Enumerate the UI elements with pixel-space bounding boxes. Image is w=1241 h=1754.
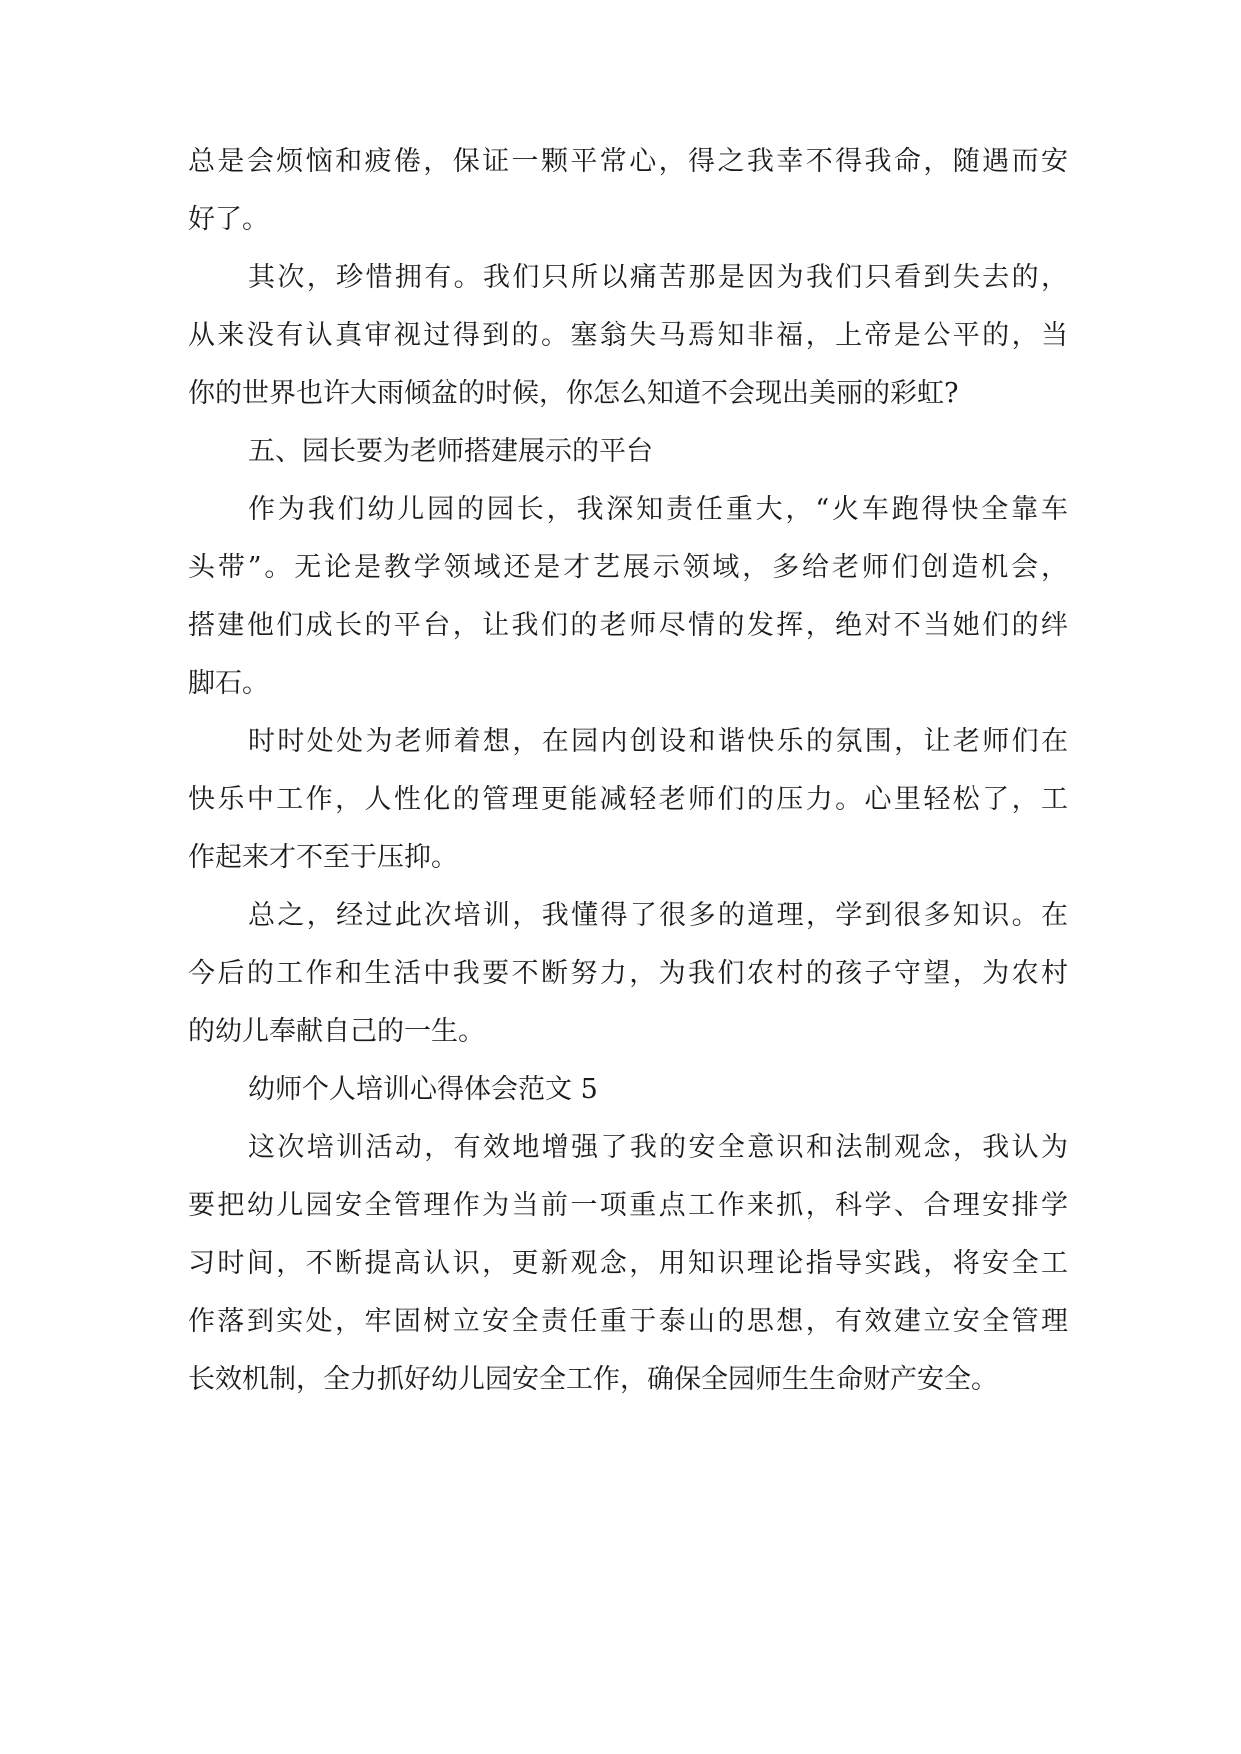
text-line: 总是会烦恼和疲倦，保证一颗平常心，得之我幸不得我命，随遇而安 <box>188 146 1068 177</box>
paragraph-first-line: 这次培训活动，有效地增强了我的安全意识和法制观念，我认为 <box>248 1132 1068 1163</box>
paragraph-first-line: 作为我们幼儿园的园长，我深知责任重大，“火车跑得快全靠车 <box>248 494 1068 525</box>
text-line: 作起来才不至于压抑。 <box>188 842 458 873</box>
section-heading: 五、园长要为老师搭建展示的平台 <box>248 436 653 467</box>
text-line: 你的世界也许大雨倾盆的时候，你怎么知道不会现出美丽的彩虹? <box>188 378 959 409</box>
text-line: 从来没有认真审视过得到的。塞翁失马焉知非福，上帝是公平的，当 <box>188 320 1068 351</box>
text-line: 的幼儿奉献自己的一生。 <box>188 1016 485 1047</box>
text-line: 好了。 <box>188 204 269 235</box>
text-line: 搭建他们成长的平台，让我们的老师尽情的发挥，绝对不当她们的绊 <box>188 610 1068 641</box>
text-line: 长效机制，全力抓好幼儿园安全工作，确保全园师生生命财产安全。 <box>188 1364 998 1395</box>
text-line: 快乐中工作，人性化的管理更能减轻老师们的压力。心里轻松了，工 <box>188 784 1068 815</box>
paragraph-first-line: 其次，珍惜拥有。我们只所以痛苦那是因为我们只看到失去的， <box>248 262 1068 293</box>
text-line: 作落到实处，牢固树立安全责任重于泰山的思想，有效建立安全管理 <box>188 1306 1068 1337</box>
text-line: 要把幼儿园安全管理作为当前一项重点工作来抓，科学、合理安排学 <box>188 1190 1068 1221</box>
paragraph-first-line: 总之，经过此次培训，我懂得了很多的道理，学到很多知识。在 <box>248 900 1068 931</box>
paragraph-first-line: 时时处处为老师着想，在园内创设和谐快乐的氛围，让老师们在 <box>248 726 1068 757</box>
text-line: 习时间，不断提高认识，更新观念，用知识理论指导实践，将安全工 <box>188 1248 1068 1279</box>
text-line: 今后的工作和生活中我要不断努力，为我们农村的孩子守望，为农村 <box>188 958 1068 989</box>
text-line: 头带”。无论是教学领域还是才艺展示领域，多给老师们创造机会， <box>188 552 1068 583</box>
section-heading: 幼师个人培训心得体会范文 5 <box>248 1074 598 1105</box>
text-line: 脚石。 <box>188 668 269 699</box>
